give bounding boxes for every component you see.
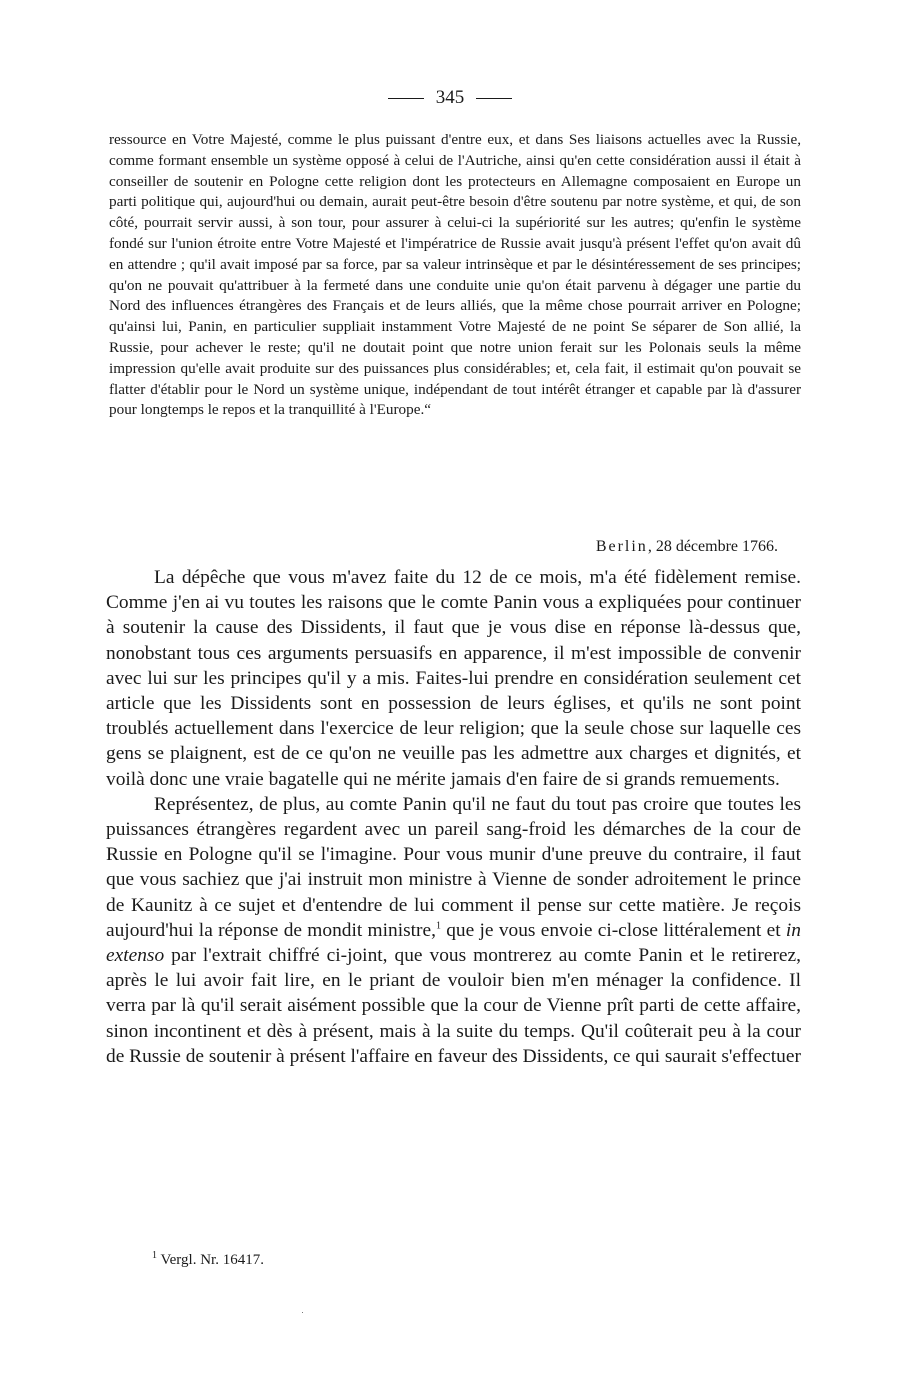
paragraph-2-text-c: par l'extrait chiffré ci-joint, que vous montrerez au comte Panin et le retirerez, après le lui avoir fait lire, en le priant de vouloir bien m'en ménager la confidence. Il verra par là qu'il serait aisément possible que la cour de Vienne prît parti de cette affaire, sinon incontinent et dès à présent, mais à la suite du temps. Qu'il coûterait peu à la cour de Russie de soutenir à présent l'affaire en faveur des Dissidents, ce qui saurait s'effectuer bbox=[106, 945, 801, 1067]
page-header bbox=[0, 86, 900, 110]
scan-speck bbox=[302, 1312, 303, 1313]
page-number: 345 bbox=[435, 87, 465, 108]
dateline bbox=[0, 536, 778, 558]
italic-phrase: in extenso bbox=[106, 919, 801, 967]
quoted-report-text: ressource en Votre Majesté, comme le plus puissant d'entre eux, et dans Ses liaisons actuelles avec la Russie, comme formant ensemble un système opposé à celui de l'Autriche, ainsi qu'en cette considération aussi il était à conseiller de soutenir en Pologne cette religion dont les protecteurs en Allemagne composaient en Europe un parti politique qui, aujourd'hui ou demain, aurait peut-être besoin d'être soutenu par notre système, et qui, de son côté, pourrait servir aussi, à son tour, pour assurer à celui-ci la supériorité sur les autres; qu'enfin le système fondé sur l'union étroite entre Votre Majesté et l'impératrice de Russie avait jusqu'à présent l'effet qu'on avait dû en attendre ; qu'il avait imposé par sa force, par sa valeur intrinsèque et par le désintéressement de ses principes; qu'on ne pouvait qu'attribuer à la fermeté dans une conduite unie qu'on était parvenu à dégager une partie du Nord des influences étrangères des Français et de leurs alliés, que la même chose pourrait arriver en Pologne; qu'ainsi lui, Panin, en particulier suppliait instamment Votre Majesté de ne point Se séparer de Son allié, la Russie, pour achever le reste; qu'il ne doutait point que notre union ferait sur les Polonais seuls la même impression qu'elle avait produite sur des puissances plus considérables; et, cela fait, il estimait qu'on pouvait se flatter d'établir pour le Nord un système unique, indépendant de tout intérêt étranger et capable par là d'assurer pour longtemps le repos et la tranquillité à l'Europe.“ bbox=[109, 131, 801, 419]
header-rule-left bbox=[388, 98, 424, 99]
letter-paragraph-2 bbox=[106, 792, 801, 1069]
letter-paragraph-1: La dépêche que vous m'avez faite du 12 de ce mois, m'a été fidèlement remise. Comme j'en ai vu toutes les raisons que le comte Panin vous a expliquées pour continuer à soutenir la cause des Dissidents, il faut que je vous dise en réponse là-dessus que, nonobstant tous ces arguments persuasifs en apparence, il m'est impossible de convenir avec lui sur les principes qu'il y a mis. Faites-lui prendre en considération seulement cet article que les Dissidents sont en possession de leurs églises, et qu'ils ne sont point troublés actuellement dans l'exercice de leur religion; que la seule chose sur laquelle ces gens se plaignent, est de ce qu'on ne veuille pas les admettre aux charges et dignités, et voilà donc une vraie bagatelle qui ne mérite jamais d'en faire de si grands remuements. bbox=[106, 567, 801, 790]
letter-body bbox=[106, 565, 801, 1069]
footnote bbox=[152, 1250, 264, 1270]
footnote-reference: 1 bbox=[435, 920, 441, 932]
dateline-city: Berlin bbox=[595, 538, 648, 555]
header-rule-right bbox=[476, 98, 512, 99]
dateline-date: , 28 décembre 1766. bbox=[647, 538, 778, 555]
paragraph-2-text-b: que je vous envoie ci-close littéralement et bbox=[440, 919, 786, 941]
paragraph-2-text-a: Représentez, de plus, au comte Panin qu'il ne faut du tout pas croire que toutes les puissances étrangères regardent avec un pareil sang-froid les démarches de la cour de Russie en Pologne qu'il se l'imagine. Pour vous munir d'une preuve du contraire, il faut que vous sachiez que j'ai instruit mon ministre à Vienne de sonder adroitement le prince de Kaunitz à ce sujet et d'entendre de lui comment il pense sur cette matière. Je reçois aujourd'hui la réponse de mondit ministre, bbox=[106, 793, 801, 941]
footnote-mark: 1 bbox=[152, 1250, 157, 1261]
footnote-text: Vergl. Nr. 16417. bbox=[157, 1252, 264, 1268]
